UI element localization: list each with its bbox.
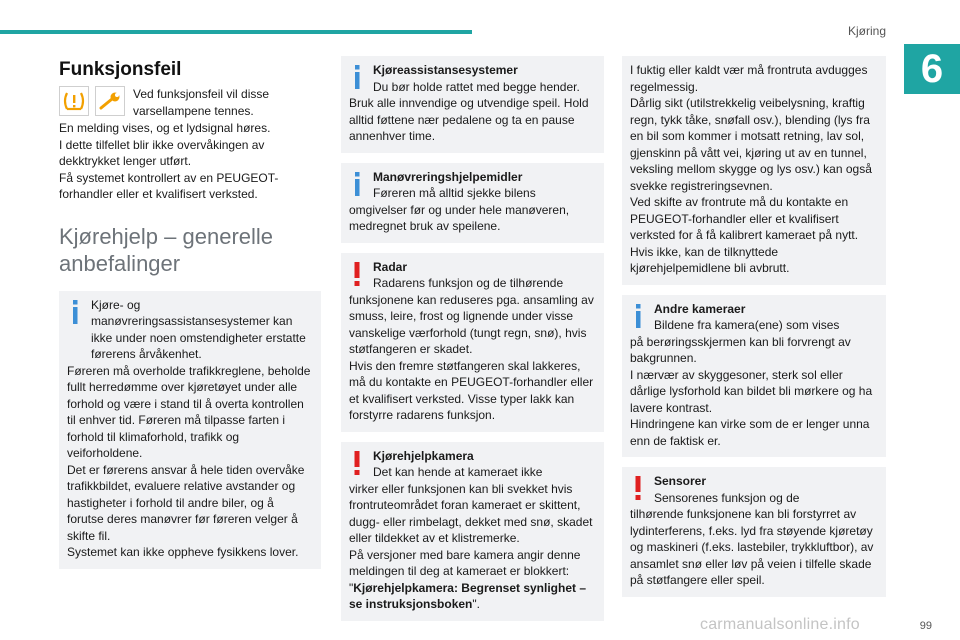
radar-lead: Radarens funksjon og de tilhørende <box>373 276 564 290</box>
fault-body-1: En melding vises, og et lydsignal høres. <box>59 121 271 135</box>
fault-heading: Funksjonsfeil <box>59 59 182 80</box>
tyre-pressure-warning-icon <box>59 86 89 116</box>
chapter-title: Kjøring <box>847 24 886 38</box>
fault-body-2: I dette tilfellet blir ikke overvåkingen av dekktrykket lenger utført. <box>59 137 265 168</box>
page-number: 99 <box>919 620 932 632</box>
other-cameras-body-2: I nærvær av skyggesoner, sterk sol eller dårlige lysforhold kan bildet bli mørkere og ha lavere kontrast. <box>630 367 873 415</box>
radar-body-2: Hvis den fremre støtfangeren skal lakkeres, må du kontakte en PEUGEOT-forhandler eller et kvalifisert verksted. Visse typer lakk kan forstyrre radarens funksjon. <box>349 358 594 422</box>
other-cameras-body-3: Hindringene kan virke som de er lenger unna enn de faktisk er. <box>630 417 870 448</box>
general-info-box <box>59 291 321 569</box>
driving-assist-title: Kjøreassistansesystemer <box>373 63 518 77</box>
column-left <box>59 56 321 579</box>
windshield-para-2: Dårlig sikt (utilstrekkelig veibelysning, kraftig regn, tykk tåke, snøfall osv.), blending (lys fra en bil som kommer i motsatt retning, lav sol, gjenskinn på vått vei, kjøring ut av en tunnel, veksling mellom skygge og lys osv.) kan også svekke registreringsevnen. <box>630 96 872 193</box>
sensors-title: Sensorer <box>654 474 707 488</box>
info-icon <box>351 65 363 89</box>
camera-quote-line: "Kjørehjelpkamera: Begrenset synlighet – se instruksjonsboken". <box>349 580 587 611</box>
info-icon <box>69 300 81 324</box>
maneuver-title: Manøvreringshjelpemidler <box>373 169 523 184</box>
maneuver-body: omgivelser før og under hele manøveren, medregnet bruk av speilene. <box>349 202 570 233</box>
other-cameras-title: Andre kameraer <box>654 301 746 316</box>
driving-assist-box <box>341 56 604 153</box>
watermark: carmanualsonline.info <box>700 616 860 633</box>
sensors-body: tilhørende funksjonene kan bli forstyrret av lydinterferens, f.eks. lyd fra støyende kjøretøy og maskineri (f.eks. lastebiler, trykkluftbor), av ansamlet snø eller løv på veien i tilfelle skade på støtfangere eller speil. <box>630 507 874 587</box>
warning-exclamation-icon <box>351 451 363 475</box>
general-recommendations-heading: Kjørehjelp – generelle anbefalinger <box>59 223 274 276</box>
camera-lead: Det kan hende at kameraet ikke <box>373 465 543 479</box>
camera-body-2: På versjoner med bare kamera angir denne meldingen til deg at kameraet er blokkert: <box>349 547 581 578</box>
radar-box <box>341 253 604 432</box>
warning-exclamation-icon <box>632 476 644 500</box>
camera-title: Kjørehjelpkamera <box>373 448 474 463</box>
general-para-3: Det er førerens ansvar å hele tiden overvåke trafikkbildet, evaluere relative avstander og hastigheter i forhold til andre biler, og å forutse deres manøvrer før føreren velger å skifte fil. <box>67 462 305 543</box>
column-right <box>622 56 886 607</box>
camera-box <box>341 442 604 621</box>
info-icon <box>632 304 644 328</box>
camera-body: virker eller funksjonen kan bli svekket hvis frontruteområdet foran kameraet er skittent, dugg- eller rimbelagt, dekket med snø, skadet eller tildekket av et klistremerke. <box>349 481 593 545</box>
fault-lead-text: Ved funksjonsfeil vil disse varsellampene tennes. <box>133 87 270 118</box>
sensors-lead: Sensorenes funksjon og de <box>654 490 800 505</box>
windshield-box <box>622 56 886 285</box>
maneuver-box <box>341 163 604 243</box>
windshield-para-3: Ved skifte av frontrute må du kontakte en PEUGEOT-forhandler eller et kvalifisert verksted for å få kalibrert kameraet på nytt. Hvis ikke, kan de tilknyttede kjørehjelpemidlene bli avbrutt. <box>630 195 859 275</box>
warning-exclamation-icon <box>351 262 363 286</box>
header-accent-bar <box>0 30 472 34</box>
maneuver-lead: Føreren må alltid sjekke bilens <box>373 186 536 200</box>
wrench-icon <box>95 86 125 116</box>
general-para-4: Systemet kan ikke oppheve fysikkens lover. <box>67 545 299 559</box>
sensors-box <box>622 467 886 597</box>
other-cameras-lead: Bildene fra kamera(ene) som vises <box>654 318 840 332</box>
column-middle <box>341 56 604 631</box>
radar-title: Radar <box>373 259 408 274</box>
fault-body-3: Få systemet kontrollert av en PEUGEOT-forhandler eller et kvalifisert verksted. <box>59 170 279 201</box>
driving-assist-lead: Du bør holde rattet med begge hender. <box>373 79 580 94</box>
windshield-para-1: I fuktig eller kaldt vær må frontruta avdugges regelmessig. <box>630 63 868 94</box>
chapter-number-tab: 6 <box>904 44 960 94</box>
driving-assist-body: Bruk alle innvendige og utvendige speil. Hold alltid føttene nær pedalene og ta en pause annenhver time. <box>349 96 589 143</box>
camera-message-quote: Kjørehjelpkamera: Begrenset synlighet – se instruksjonsboken <box>349 580 587 611</box>
radar-body: funksjonene kan reduseres pga. ansamling av smuss, leire, frost og lignende under visse vanskelige værforhold (tungt regn, snø), hvis støtfangeren er skadet. <box>349 292 594 356</box>
info-icon <box>351 172 363 196</box>
general-lead-text: Kjøre- og manøvreringsassistansesystemer kan ikke under noen omstendigheter erstatte førerens årvåkenhet. <box>91 297 306 361</box>
other-cameras-box <box>622 295 886 458</box>
fault-warning-row <box>59 86 321 120</box>
other-cameras-body: på berøringsskjermen kan bli forvrengt av bakgrunnen. <box>630 334 851 365</box>
general-para-2: Føreren må overholde trafikkreglene, beholde fullt herredømme over kjøretøyet under alle forhold og være i stand til å overta kontrollen til enhver tid. Føreren må tilpasse farten i forhold til klimaforhold, trafikk og veiforholdene. <box>67 363 311 460</box>
